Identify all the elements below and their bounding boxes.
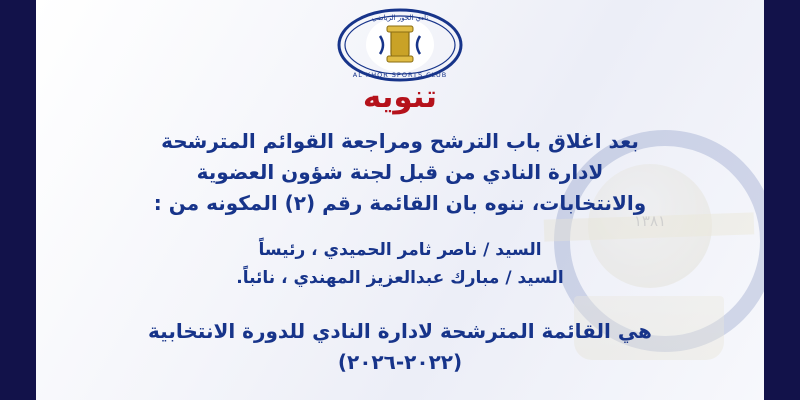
candidate-president: السيد / ناصر ثامر الحميدي ، رئيساً	[258, 240, 542, 260]
announcement-poster	[36, 0, 764, 400]
body-line-3: والانتخابات، ننوه بان القائمة رقم (٢) المكونه من :	[153, 191, 647, 215]
watermark-year-text: ١٣٨١	[633, 212, 667, 230]
svg-text:نادي الخور الرياضي: نادي الخور الرياضي	[371, 14, 429, 22]
announcement-body	[36, 126, 764, 219]
right-letterbox-bar	[764, 0, 800, 400]
svg-text:AL KHOR SPORTS CLUB: AL KHOR SPORTS CLUB	[352, 71, 448, 79]
left-letterbox-bar	[0, 0, 36, 400]
announcement-closing	[36, 316, 764, 378]
club-crest-icon	[336, 8, 464, 82]
closing-line-1: هي القائمة المترشحة لادارة النادي للدورة الانتخابية	[148, 319, 652, 343]
body-line-2: لادارة النادي من قبل لجنة شؤون العضوية	[196, 160, 604, 184]
page-title: تنويه	[362, 79, 438, 115]
candidate-list	[36, 236, 764, 292]
body-line-1: بعد اغلاق باب الترشح ومراجعة القوائم المترشحة	[161, 129, 639, 153]
candidate-vice-president: السيد / مبارك عبدالعزيز المهندي ، نائباً.	[236, 268, 564, 289]
closing-line-2: (٢٠٢٢-٢٠٢٦)	[337, 350, 463, 374]
